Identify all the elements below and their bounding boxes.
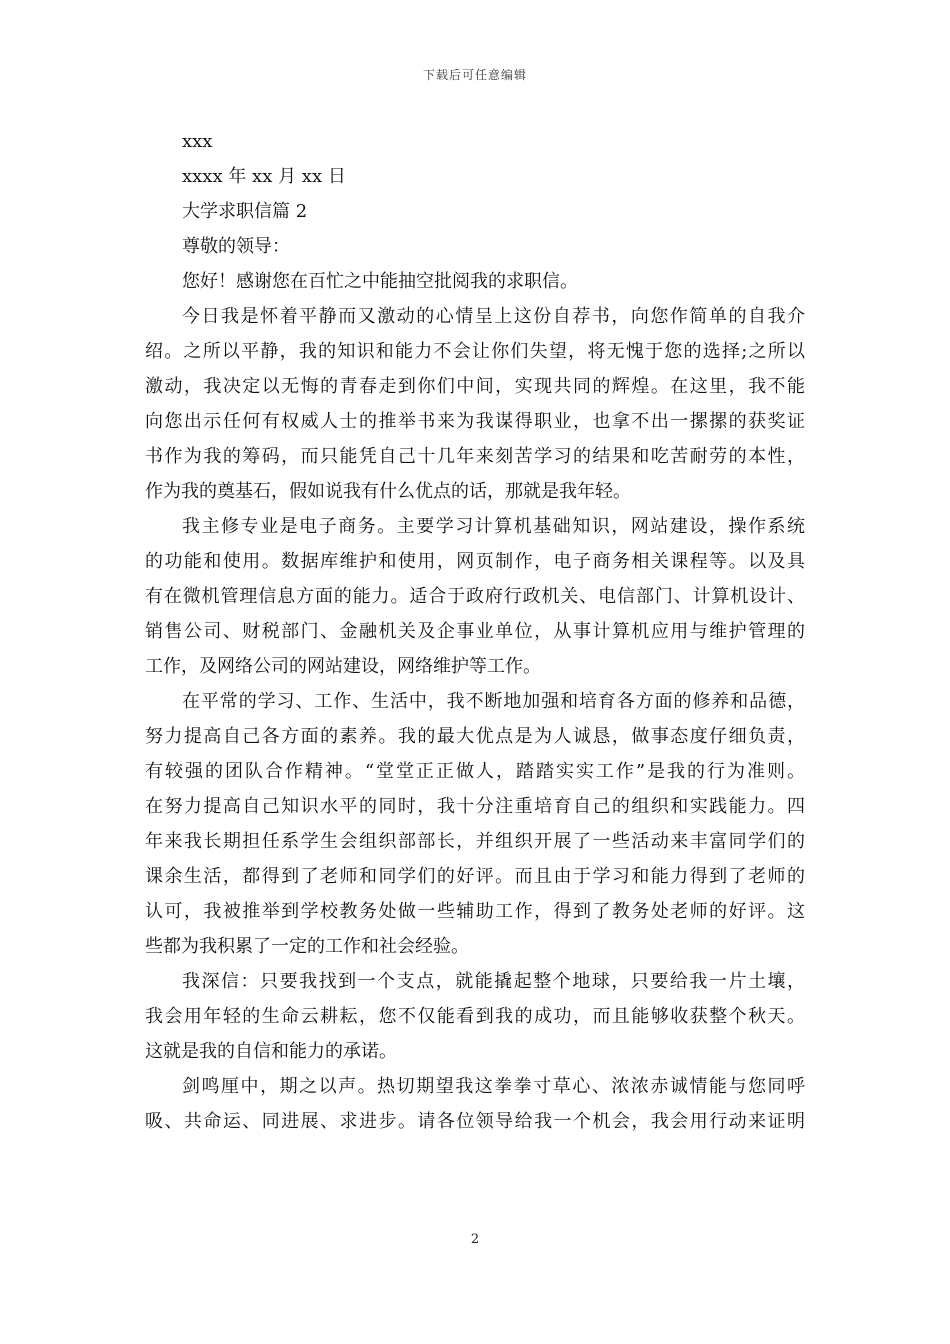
paragraph-line: 课余生活，都得到了老师和同学们的好评。而且由于学习和能力得到了老师的 [145, 866, 805, 887]
page-header: 下载后可任意编辑 [422, 68, 527, 82]
paragraph-self-introduction [145, 299, 805, 509]
paragraph-line: 努力提高自己各方面的素养。我的最大优点是为人诚恳，做事态度仔细负责， [145, 726, 805, 747]
paragraph-line: 我主修专业是电子商务。主要学习计算机基础知识，网站建设，操作系统 [182, 516, 805, 537]
paragraph-line: 些都为我积累了一定的工作和社会经验。 [145, 936, 469, 957]
paragraph-line: 吸、共命运、同进展、求进步。请各位领导给我一个机会，我会用行动来证明 [145, 1111, 805, 1132]
paragraph-line: 在努力提高自己知识水平的同时，我十分注重培育自己的组织和实践能力。四 [145, 796, 805, 817]
paragraph-line: 这就是我的自信和能力的承诺。 [145, 1041, 397, 1062]
paragraph-line: 销售公司、财税部门、金融机关及企事业单位，从事计算机应用与维护管理的 [145, 621, 805, 642]
paragraph-line: 认可，我被推举到学校教务处做一些辅助工作，得到了教务处老师的好评。这 [145, 901, 805, 922]
paragraph-line: 向您出示任何有权威人士的推举书来为我谋得职业，也拿不出一摞摞的获奖证 [145, 411, 805, 432]
paragraph-line: 作为我的奠基石，假如说我有什么优点的话，那就是我年轻。 [145, 481, 631, 502]
letter-body [145, 124, 805, 1139]
paragraph-line: 激动，我决定以无悔的青春走到你们中间，实现共同的辉煌。在这里，我不能 [145, 376, 805, 397]
greeting: 您好！感谢您在百忙之中能抽空批阅我的求职信。 [182, 271, 578, 292]
paragraph-line: 今日我是怀着平静而又激动的心情呈上这份自荐书，向您作简单的自我介 [182, 306, 805, 327]
paragraph-line: 绍。之所以平静，我的知识和能力不会让你们失望，将无愧于您的选择;之所以 [145, 341, 805, 362]
paragraph-confidence [145, 964, 805, 1069]
paragraph-major [145, 509, 805, 684]
paragraph-line: 剑鸣厘中，期之以声。热切期望我这拳拳寸草心、浓浓赤诚情能与您同呼 [182, 1076, 805, 1097]
paragraph-line: 在平常的学习、工作、生活中，我不断地加强和培育各方面的修养和品德， [182, 691, 805, 712]
paragraph-closing [145, 1069, 805, 1139]
letter-title: 大学求职信篇 2 [182, 201, 308, 222]
paragraph-line: 年来我长期担任系学生会组织部部长，并组织开展了一些活动来丰富同学们的 [145, 831, 805, 852]
paragraph-line: 我会用年轻的生命云耕耘，您不仅能看到我的成功，而且能够收获整个秋天。 [145, 1006, 805, 1027]
paragraph-line: 的功能和使用。数据库维护和使用，网页制作，电子商务相关课程等。以及具 [145, 551, 805, 572]
paragraph-experience [145, 684, 805, 964]
signature-date: xxxx 年 xx 月 xx 日 [182, 166, 346, 187]
paragraph-line: 工作，及网络公司的网站建设，网络维护等工作。 [145, 656, 541, 677]
paragraph-line: 我深信：只要我找到一个支点，就能撬起整个地球，只要给我一片土壤， [182, 971, 805, 992]
signature-name: xxx [182, 131, 213, 152]
paragraph-line: 书作为我的筹码，而只能凭自己十几年来刻苦学习的结果和吃苦耐劳的本性， [145, 446, 805, 467]
paragraph-line: 有在微机管理信息方面的能力。适合于政府行政机关、电信部门、计算机设计、 [145, 586, 805, 607]
paragraph-line: 有较强的团队合作精神。“堂堂正正做人，踏踏实实工作”是我的行为准则。 [145, 761, 805, 782]
salutation: 尊敬的领导： [182, 236, 290, 257]
page-number: 2 [470, 1232, 480, 1247]
